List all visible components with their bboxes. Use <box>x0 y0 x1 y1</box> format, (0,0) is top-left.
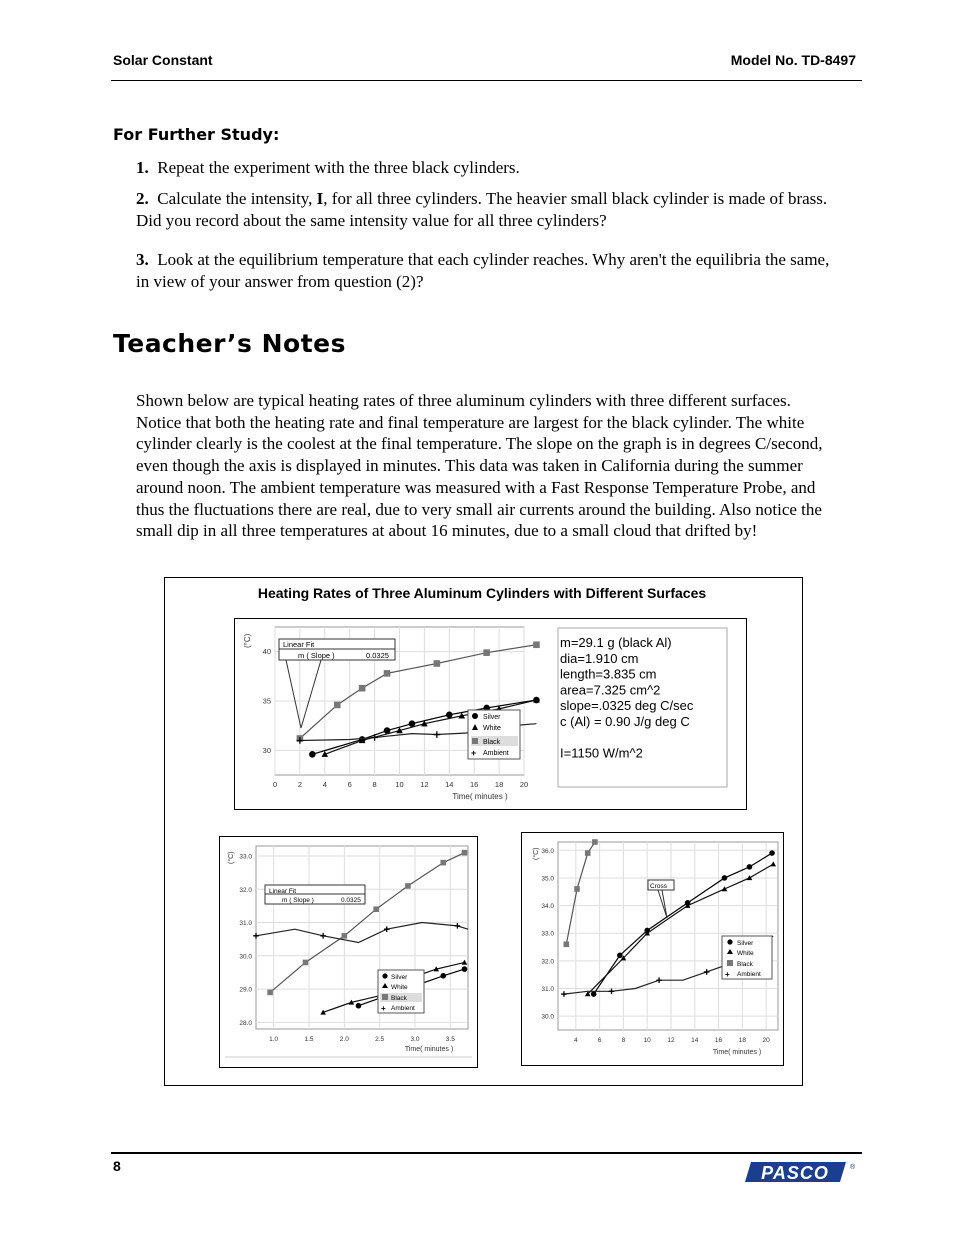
x-tick-label: 2.0 <box>339 1036 349 1043</box>
running-header-model: Model No. TD-8497 <box>730 52 856 68</box>
legend-item: Black <box>483 739 501 746</box>
chart-main <box>234 618 747 810</box>
further-study-heading: For Further Study: <box>113 125 280 144</box>
cross-label: Cross <box>650 883 667 890</box>
figure-title: Heating Rates of Three Aluminum Cylinders with Different Surfaces <box>257 585 707 601</box>
legend-item: Ambient <box>483 750 509 757</box>
annotation-line: I=1150 W/m^2 <box>560 745 643 761</box>
y-axis-label: (°C) <box>228 851 235 864</box>
x-tick-label: 2 <box>297 780 302 789</box>
annotation-line: length=3.835 cm <box>560 666 657 682</box>
pasco-logo <box>742 1158 860 1186</box>
item-text: Look at the equilibrium temperature that each cylinder reaches. Why aren't the equilibria the same, in view of your answer from question (2)? <box>136 250 830 291</box>
black-marker-icon <box>727 960 733 966</box>
x-tick-label: 8 <box>621 1037 626 1044</box>
x-tick-label: 2.5 <box>375 1036 385 1043</box>
y-axis-label: (°C) <box>243 633 252 648</box>
data-point-silver <box>356 1003 362 1009</box>
item-text: Repeat the experiment with the three black cylinders. <box>157 158 520 177</box>
y-tick-label: 31.0 <box>541 986 554 994</box>
data-point-black <box>267 990 273 996</box>
silver-marker-icon <box>472 713 478 719</box>
x-tick-label: 1.5 <box>304 1036 314 1043</box>
ambient-marker-icon: + <box>725 970 730 979</box>
data-point-black <box>574 886 580 892</box>
ambient-marker-icon: + <box>381 1004 386 1013</box>
annotation-line: m=29.1 g (black Al) <box>560 635 672 650</box>
chart-zoom-early <box>219 836 478 1068</box>
x-tick-label: 18 <box>494 780 504 789</box>
annotation-line: slope=.0325 deg C/sec <box>560 698 694 714</box>
x-tick-label: 16 <box>470 780 479 789</box>
silver-marker-icon <box>382 973 387 978</box>
x-tick-label: 12 <box>667 1037 675 1044</box>
data-point-black <box>342 933 348 939</box>
y-tick-label: 33.0 <box>541 930 554 938</box>
item-text-bold: I <box>316 189 324 208</box>
data-point-black <box>434 660 441 667</box>
x-tick-label: 3.0 <box>410 1036 420 1043</box>
data-point-silver <box>440 973 446 979</box>
annotation-line: area=7.325 cm^2 <box>560 682 661 698</box>
data-point-black <box>462 850 468 856</box>
legend-item: White <box>483 725 501 732</box>
y-tick-label: 28.0 <box>239 1019 252 1027</box>
legend-item: Silver <box>737 940 754 947</box>
list-item <box>136 188 836 232</box>
annotation-line: dia=1.910 cm <box>560 650 639 666</box>
legend-item: Silver <box>483 714 501 721</box>
legend <box>378 970 424 1013</box>
data-point-black <box>334 702 341 709</box>
legend-item: White <box>391 984 408 991</box>
y-tick-label: 36.0 <box>541 847 554 855</box>
x-tick-label: 4 <box>574 1037 578 1044</box>
legend <box>722 936 772 979</box>
x-tick-label: 6 <box>597 1037 602 1044</box>
x-axis-label: Time( minutes ) <box>404 1046 454 1053</box>
y-tick-label: 33.0 <box>239 853 252 861</box>
data-point-black <box>405 883 411 889</box>
y-tick-label: 32.0 <box>239 886 252 894</box>
x-tick-label: 20 <box>519 780 529 789</box>
x-tick-label: 1.0 <box>269 1036 279 1043</box>
registered-mark: ® <box>850 1164 856 1171</box>
data-point-black <box>564 941 570 947</box>
data-point-black <box>359 685 366 692</box>
legend-item: Black <box>391 995 407 1002</box>
x-axis-label: Time( minutes ) <box>452 792 508 801</box>
annotation-line: c (Al) = 0.90 J/g deg C <box>560 714 690 729</box>
x-tick-label: 12 <box>420 780 429 789</box>
fit-box-row-label: m ( Slope ) <box>298 651 335 660</box>
teachers-notes-heading: Teacher’s Notes <box>113 329 346 358</box>
data-point-black <box>592 839 598 845</box>
y-tick-label: 30.0 <box>541 1013 554 1021</box>
fit-box-row-value: 0.0325 <box>366 651 389 660</box>
item-number: 3. <box>136 250 149 269</box>
data-point-silver <box>462 966 468 972</box>
fit-box-row-label: m ( Slope ) <box>282 897 314 904</box>
x-tick-label: 8 <box>372 780 377 789</box>
black-marker-icon <box>472 738 478 744</box>
chart-crossover <box>521 832 784 1066</box>
page-number: 8 <box>113 1158 121 1174</box>
y-tick-label: 30.0 <box>239 953 252 961</box>
data-point-silver <box>769 850 775 856</box>
footer-rule <box>111 1152 862 1154</box>
x-tick-label: 4 <box>322 780 327 789</box>
teachers-notes-paragraph: Shown below are typical heating rates of three aluminum cylinders with three different surfaces. Notice that both the heating rate and final temperature are largest for the black cylinder. The white cylinder clearly is the coolest at the final temperature. The slope on the graph is in degrees C/second, even though the axis is displayed in minutes. This data was taken in California during the summer around noon. The ambient temperature was measured with a Fast Response Temperature Probe, and thus the fluctuations there are real, due to very small air currents around the building. Also notice the small dip in all three temperatures at about 16 minutes, due to a small cloud that drifted by! <box>136 391 823 541</box>
silver-marker-icon <box>727 939 732 944</box>
legend-item: Silver <box>391 974 408 981</box>
data-point-silver <box>747 864 753 870</box>
x-tick-label: 20 <box>762 1037 770 1044</box>
y-tick-label: 34.0 <box>541 903 554 911</box>
x-tick-label: 16 <box>714 1037 723 1044</box>
x-tick-label: 14 <box>691 1037 699 1044</box>
legend-item: Ambient <box>737 971 761 978</box>
y-tick-label: 29.0 <box>239 986 252 994</box>
x-tick-label: 3.5 <box>445 1036 455 1043</box>
fit-box-label: Linear Fit <box>269 888 297 895</box>
legend-item: White <box>737 950 754 957</box>
data-point-silver <box>591 991 597 997</box>
black-marker-icon <box>382 994 388 1000</box>
y-axis-label: (°C) <box>533 847 540 860</box>
y-tick-label: 32.0 <box>541 958 554 966</box>
item-number: 2. <box>136 189 149 208</box>
list-item <box>136 249 836 293</box>
legend-item: Black <box>737 961 753 968</box>
fit-box-row-value: 0.0325 <box>341 897 361 904</box>
linear-fit-box <box>265 885 365 904</box>
logo-text: PASCO <box>761 1163 829 1183</box>
item-text: Calculate the intensity, <box>157 189 317 208</box>
running-header-title: Solar Constant <box>113 52 213 68</box>
data-point-black <box>373 906 379 912</box>
legend-item: Ambient <box>391 1005 415 1012</box>
x-tick-label: 6 <box>347 780 352 789</box>
x-tick-label: 18 <box>738 1037 746 1044</box>
x-tick-label: 10 <box>395 780 404 789</box>
item-number: 1. <box>136 158 149 177</box>
y-tick-label: 31.0 <box>239 920 252 928</box>
x-tick-label: 0 <box>272 780 278 789</box>
y-tick-label: 35 <box>262 696 271 706</box>
plot-area <box>256 846 468 1029</box>
y-tick-label: 40 <box>262 647 271 657</box>
data-point-silver <box>309 751 316 758</box>
x-axis-label: Time( minutes ) <box>712 1049 762 1056</box>
x-tick-label: 14 <box>445 780 454 789</box>
data-point-silver <box>446 712 453 719</box>
data-point-black <box>483 649 490 656</box>
data-point-silver <box>617 953 623 959</box>
list-item <box>136 157 836 179</box>
y-tick-label: 35.0 <box>541 875 554 883</box>
fit-box-label: Linear Fit <box>283 640 315 649</box>
data-point-black <box>384 670 391 677</box>
data-point-silver <box>722 875 728 881</box>
x-tick-label: 10 <box>643 1037 651 1044</box>
ambient-marker-icon: + <box>471 748 477 758</box>
data-point-black <box>440 860 446 866</box>
legend <box>468 710 520 759</box>
data-point-black <box>533 641 540 648</box>
item-text: , for all three cylinders. The heavier small black cylinder is made of brass. Did you record about the same intensity value for all three cylinders? <box>136 189 828 230</box>
y-tick-label: 30 <box>262 745 271 755</box>
data-point-black <box>585 850 591 856</box>
header-rule <box>111 80 862 81</box>
data-point-black <box>303 960 309 966</box>
